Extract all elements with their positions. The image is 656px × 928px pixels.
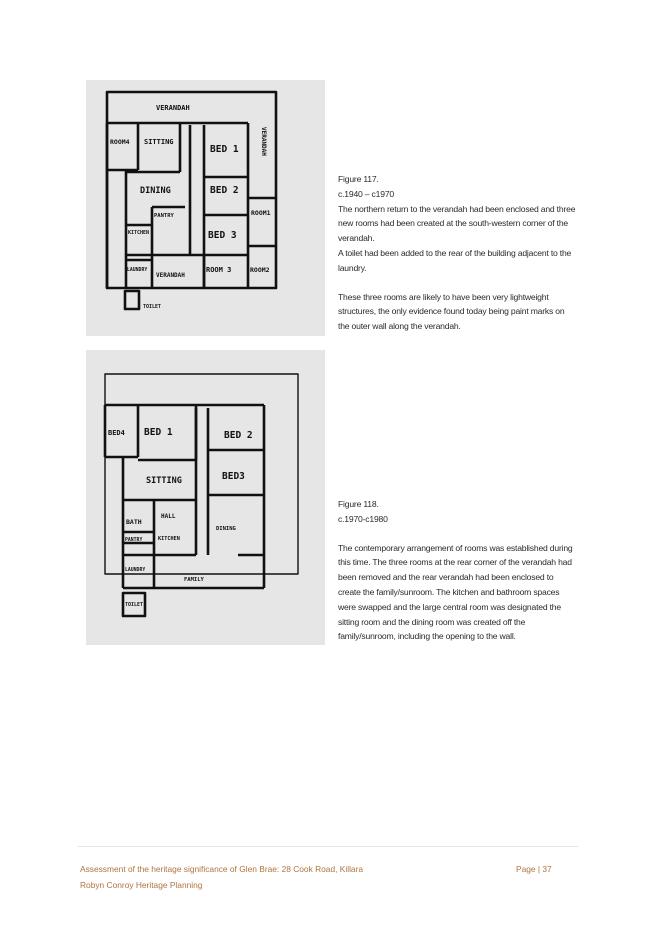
label-bed4: BED4 [108,429,125,437]
label-bed3: BED 3 [208,230,237,241]
label-bed2: BED 2 [210,185,239,196]
figure-118-date: c.1970-c1980 [338,513,388,524]
label-laundry: LAUNDRY [125,568,146,573]
footer-left [80,861,363,893]
label-verandah-top: VERANDAH [156,104,190,112]
label-bed2: BED 2 [224,430,253,441]
figure-118-caption [338,497,576,644]
paragraph-gap [338,527,576,541]
paragraph-gap [338,276,576,290]
label-laundry: LAUNDRY [127,268,148,273]
label-pantry: PANTRY [154,213,174,219]
label-room2: ROOM2 [250,266,270,274]
label-sitting: SITTING [146,476,182,486]
label-kitchen: KITCHEN [158,536,180,542]
label-hall: HALL [161,513,176,520]
footer-author: Robyn Conroy Heritage Planning [80,880,203,890]
label-pantry: PANTRY [125,538,143,543]
label-toilet: TOILET [125,602,144,608]
figure-117-sketch [86,80,325,336]
label-room4: ROOM4 [110,138,130,146]
page-number: Page | 37 [516,864,552,874]
label-bath: BATH [126,518,142,526]
footer-document-title: Assessment of the heritage significance of Glen Brae: 28 Cook Road, Killara [80,864,364,874]
label-family: FAMILY [184,577,204,583]
label-verandah-side: VERANDAH [260,127,267,156]
label-verandah-bottom: VERANDAH [156,272,185,279]
figure-118-floorplan [86,350,325,645]
label-toilet: TOILET [143,304,162,310]
label-bed1: BED 1 [210,144,239,155]
figure-117-title: Figure 117. [338,174,379,184]
figure-117-date: c.1940 – c1970 [338,188,394,199]
label-dining: DINING [140,186,171,196]
label-bed3: BED3 [222,471,245,482]
figure-117-floorplan [86,80,325,336]
label-kitchen: KITCHEN [128,230,150,236]
label-room3: ROOM 3 [206,266,232,274]
figure-117-text-2: A toilet had been added to the rear of the building adjacent to the laundry. [338,247,572,273]
label-dining: DINING [216,526,236,532]
figure-118-sketch [86,350,325,645]
label-bed1: BED 1 [144,427,173,438]
figure-117-text-1: The northern return to the verandah had been enclosed and three new rooms had been created at the south-western corner of the verandah. [338,203,576,244]
figure-117-caption [338,172,576,334]
figure-118-text: The contemporary arrangement of rooms was established during this time. The three rooms at the rear corner of the verandah had been removed and the rear verandah had been enclosed to create the family/sunroom. The kitchen and bathroom spaces were swapped and the large central room was designated the sitting room and the dining room was created off the family/sunroom, including the opening to the wall. [338,542,573,642]
figure-117-text-3: These three rooms are likely to have been very lightweight structures, the only evidence found today being paint marks on the outer wall along the verandah. [338,291,565,332]
footer-divider [78,846,578,847]
label-room1: ROOM1 [251,209,271,217]
figure-118-title: Figure 118. [338,499,379,509]
label-sitting: SITTING [144,138,174,146]
